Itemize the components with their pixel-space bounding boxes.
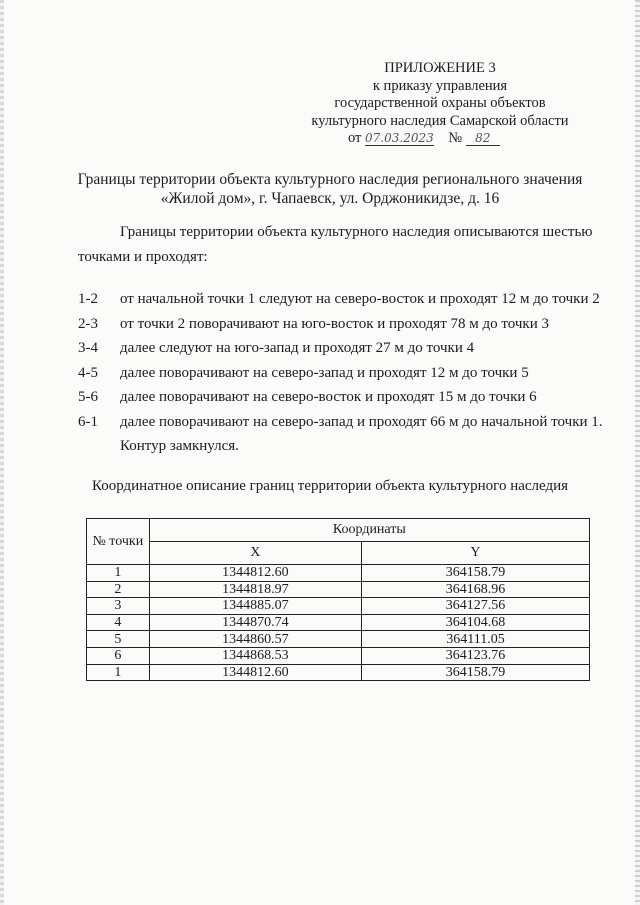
route-segment: 5-6 [78, 389, 98, 405]
route-segment: 2-3 [78, 315, 98, 332]
cell-y: 364158.79 [361, 565, 589, 582]
title-line-1: Границы территории объекта культурного наследия регионального значения [77, 171, 583, 188]
header-point-number: № точки [87, 519, 150, 565]
table-row [87, 581, 590, 598]
route-closing-text: Контур замкнулся. [120, 438, 239, 454]
route-text: от начальной точки 1 следуют на северо-восток и проходят 12 м до точки 2 [120, 291, 600, 307]
route-item [78, 287, 608, 312]
cell-y: 364104.68 [361, 614, 589, 631]
cell-y: 364127.56 [361, 598, 589, 615]
route-item [78, 361, 608, 386]
route-closing [78, 434, 608, 459]
cell-point-number: 3 [87, 598, 150, 615]
appendix-header [290, 60, 590, 148]
appendix-line-1: к приказу управления [372, 77, 508, 94]
handwritten-date: 07.03.2023 [365, 131, 434, 145]
cell-y: 364158.79 [361, 664, 589, 681]
header-coordinates: Координаты [149, 519, 589, 542]
table-row [87, 598, 590, 615]
route-segment: 6-1 [78, 413, 98, 430]
appendix-title: ПРИЛОЖЕНИЕ 3 [384, 60, 496, 76]
route-item [78, 312, 608, 337]
cell-x: 1344860.57 [149, 631, 361, 648]
date-prefix: от [348, 130, 362, 146]
appendix-line-3: культурного наследия Самарской области [311, 112, 569, 129]
cell-y: 364168.96 [361, 581, 589, 598]
route-item [78, 385, 608, 410]
route-text: далее следуют на юго-запад и проходят 27 м до точки 4 [120, 340, 475, 356]
coordinates-table [86, 518, 590, 681]
cell-x: 1344812.60 [149, 565, 361, 582]
cell-x: 1344868.53 [149, 647, 361, 664]
cell-point-number: 4 [87, 614, 150, 631]
route-segment: 4-5 [78, 364, 98, 381]
scan-edge-left [0, 0, 4, 905]
table-row [87, 647, 590, 664]
appendix-date-line [290, 130, 590, 148]
cell-y: 364111.05 [361, 631, 589, 648]
route-item [78, 336, 608, 361]
route-text: от точки 2 поворачивают на юго-восток и проходят 78 м до точки 3 [120, 315, 549, 332]
appendix-line-2: государственной охраны объектов [334, 95, 546, 111]
cell-x: 1344870.74 [149, 614, 361, 631]
cell-x: 1344812.60 [149, 664, 361, 681]
cell-y: 364123.76 [361, 647, 589, 664]
handwritten-number: 82 [466, 132, 500, 146]
title-line-2: «Жилой дом», г. Чапаевск, ул. Орджоникидзе, д. 16 [160, 190, 500, 207]
cell-x: 1344818.97 [149, 581, 361, 598]
route-item [78, 410, 608, 435]
table-row [87, 565, 590, 582]
cell-point-number: 2 [87, 581, 150, 598]
document-title [60, 170, 600, 208]
header-x: X [149, 542, 361, 565]
cell-x: 1344885.07 [149, 598, 361, 615]
table-row [87, 664, 590, 681]
intro-line-1: Границы территории объекта культурного наследия описываются шестью [120, 224, 593, 240]
route-description [78, 287, 608, 459]
table-row [87, 614, 590, 631]
cell-point-number: 5 [87, 631, 150, 648]
header-y: Y [361, 542, 589, 565]
scan-edge-right [635, 0, 640, 905]
number-prefix: № [448, 130, 463, 146]
route-text: далее поворачивают на северо-запад и проходят 12 м до точки 5 [120, 364, 529, 381]
route-segment: 1-2 [78, 291, 98, 307]
route-text: далее поворачивают на северо-запад и проходят 66 м до начальной точки 1. [120, 413, 603, 430]
cell-point-number: 1 [87, 565, 150, 582]
cell-point-number: 1 [87, 664, 150, 681]
intro-line-2: точками и проходят: [78, 249, 208, 265]
cell-point-number: 6 [87, 647, 150, 664]
route-segment: 3-4 [78, 340, 98, 356]
intro-paragraph [78, 220, 598, 270]
table-row [87, 631, 590, 648]
coordinates-title: Координатное описание границ территории объекта культурного наследия [91, 478, 569, 494]
route-text: далее поворачивают на северо-восток и проходят 15 м до точки 6 [120, 389, 537, 405]
